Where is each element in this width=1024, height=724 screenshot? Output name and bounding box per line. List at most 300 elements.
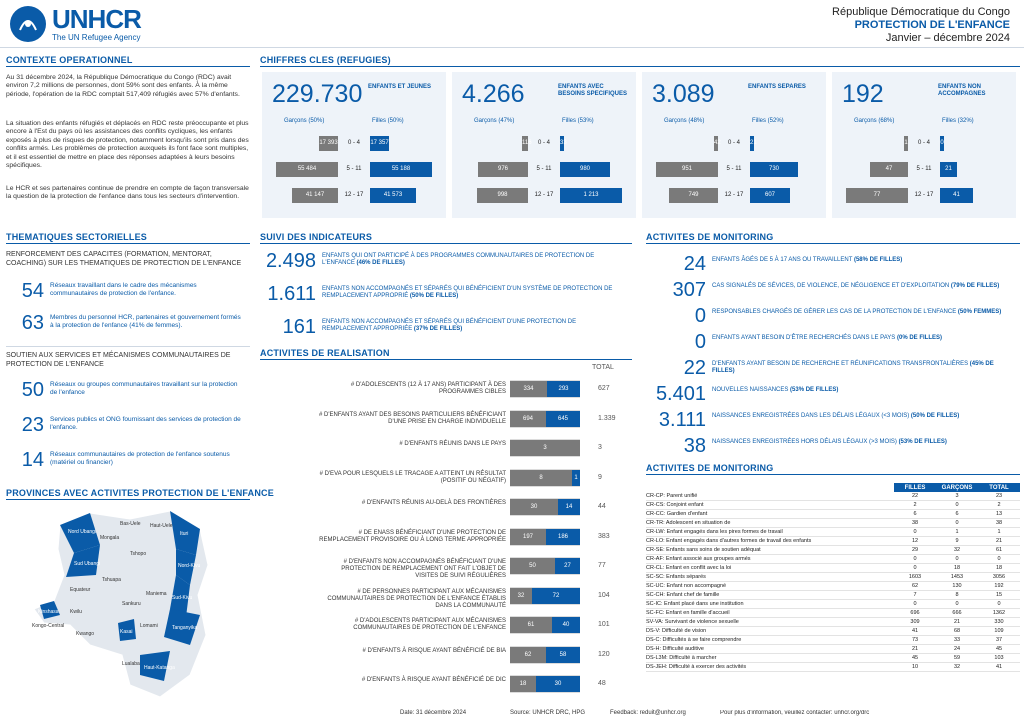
age-group: 0 - 4 [727,140,740,146]
table-cell: 24 [936,645,978,654]
table-row-label: DS-L3M: Difficulté à marcher [646,654,894,663]
map-label: Kongo-Central [32,623,65,629]
map-label: Tshopo [130,551,147,557]
activity-bar-a: 18 [510,676,536,692]
theme-text: Réseaux communautaires de protection de l'enfance soutenus (matériel ou financier) [50,451,230,466]
kpi-number: 3.089 [652,80,715,108]
table-cell: 38 [978,519,1020,528]
activity-total: 101 [598,621,610,628]
kpi-girls-label: Filles (53%) [562,118,594,124]
activities-title: ACTIVITES DE REALISATION [260,348,390,358]
table-cell: 192 [978,582,1020,591]
provinces-title: PROVINCES AVEC ACTIVITES PROTECTION DE L'ENFANCE [6,488,274,498]
map-label: Mongala [100,535,120,541]
table-cell: 2 [894,501,936,510]
activity-label: # D'ENFANTS NON ACCOMPAGNÉS BÉNÉFICIANT D'UNE PROTECTION DE REMPLACEMENT ONT FAIT L'OBJET DE VISITES DE SUIVI RÉGULIÈRES [341,559,506,579]
table-cell: 68 [936,627,978,636]
table-row [646,546,1020,555]
activity-bar-a: 3 [510,440,580,456]
map-label: Kinshasa [38,609,59,615]
monitoring-number: 0 [694,305,706,327]
bar-boys: 749 [669,188,718,203]
monitoring2-title: ACTIVITES DE MONITORING [646,463,774,473]
table-row-label: DS-H: Difficulté auditive [646,645,894,654]
table-cell: 0 [894,564,936,573]
activity-bar-b: 186 [546,529,580,545]
themes-sub2: SOUTIEN AUX SERVICES ET MÉCANISMES COMMUNAUTAIRES DE PROTECTION DE L'ENFANCE [6,352,231,368]
kpi-label: ENFANTS NON ACCOMPAGNES [938,84,986,97]
activity-total: 44 [598,503,606,510]
activity-total: 48 [598,680,606,687]
activity-bar-b: 30 [536,676,580,692]
table-row-label: CR-CP: Parent unifié [646,492,894,501]
table-cell: 6 [936,510,978,519]
table-row-label: SC-UC: Enfant non accompagné [646,582,894,591]
age-group: 0 - 4 [347,140,360,146]
kpi-girls-label: Filles (52%) [752,118,784,124]
theme-number: 50 [21,379,44,401]
kpi-label: ENFANTS ET JEUNES [368,84,432,90]
table-cell: 103 [978,654,1020,663]
activity-bar-a: 197 [510,529,546,545]
theme-text: Membres du personnel HCR, partenaires et gouvernement formés à la protection de l'enfance (41% de femmes). [50,314,241,329]
activity-bar-b: 72 [532,588,580,604]
activity-label: # D'ADOLESCENTS PARTICIPANT AUX MÉCANISMES COMMUNAUTAIRES DE PROTECTION DE L'ENFANCE [353,618,506,631]
monitoring-text [712,387,1018,394]
bar-girls: 980 [560,162,610,177]
table-cell: 0 [936,600,978,609]
activity-bar-a: 62 [510,647,546,663]
map-label: Equateur [70,587,91,593]
bar-boys: 951 [656,162,718,177]
footer-source: Source: UNHCR DRC, HPG [510,710,586,716]
table-corner [646,483,894,492]
bar-boys: 976 [478,162,528,177]
activity-bar-b: 27 [555,558,580,574]
table-cell: 666 [936,609,978,618]
table-header-row [646,483,1020,492]
table-row [646,654,1020,663]
age-group: 5 - 11 [726,166,742,172]
table-cell: 12 [894,537,936,546]
activity-total: 3 [598,444,602,451]
table-cell: 62 [894,582,936,591]
table-row [646,645,1020,654]
theme-number: 54 [21,280,44,302]
activity-total: 77 [598,562,606,569]
table-row [646,519,1020,528]
kpi-number: 229.730 [272,80,363,108]
indicator-label: ENFANTS QUI ONT PARTICIPÉ À DES PROGRAMMES COMMUNAUTAIRES DE PROTECTION DE L'ENFANCE [322,253,595,266]
table-cell: 9 [936,537,978,546]
table-cell: 21 [894,645,936,654]
kpi-boys-label: Garçons (68%) [854,118,895,124]
activity-bar-a: 334 [510,381,547,397]
table-row [646,591,1020,600]
table-cell: 3 [936,492,978,501]
bar-boys: 17 393 [319,136,338,151]
map-label: Tshuapa [102,577,121,583]
table-row [646,609,1020,618]
map-label: Kwilu [70,609,82,615]
age-group: 0 - 4 [537,140,550,146]
activity-bar-b: 1 [572,470,580,486]
table-row-label: DS-V: Difficulté de vision [646,627,894,636]
theme-text: Réseaux travaillant dans le cadre des mécanismes communautaires de protection de l'enfance. [50,282,197,297]
monitoring-percent: (45% DE FILLES) [712,361,994,374]
activity-total: 627 [598,385,610,392]
activity-bar-a: 61 [510,617,552,633]
kpi-label: ENFANTS AVEC BESOINS SPECIFIQUES [558,84,628,97]
indicator-number: 2.498 [265,250,316,272]
indicator-label: ENFANTS NON ACCOMPAGNÉS ET SÉPARÉS QUI BÉNÉFICIENT D'UN SYSTÈME DE PROTECTION DE REMPLACEMENT APPROPRIÉ [322,286,613,299]
map-label: Sankuru [122,601,141,607]
bar-boys: 77 [846,188,908,203]
activity-total: 104 [598,591,610,599]
age-group: 5 - 11 [916,166,932,172]
themes-title: THEMATIQUES SECTORIELLES [6,232,147,242]
indicators-title: SUIVI DES INDICATEURS [260,232,373,242]
provinces-map [30,505,230,705]
table-row [646,528,1020,537]
table-cell: 32 [936,663,978,672]
footer-contact: Pour plus d'information, veuillez contacter: unhcr.org/drc [720,710,870,716]
kpi-boys-label: Garçons (47%) [474,118,515,124]
unhcr-emblem-icon [10,6,46,42]
monitoring-label: NAISSANCES ENREGISTRÉES DANS LES DÉLAIS LÉGAUX (<3 MOIS) [712,413,910,419]
bar-girls: 41 573 [370,188,416,203]
map-label: Maniema [146,591,167,597]
activity-bar-b: 293 [547,381,580,397]
monitoring-number: 24 [683,253,706,275]
page-title: PROTECTION DE L'ENFANCE [854,19,1010,31]
monitoring-text [712,335,1018,342]
header [0,0,1024,48]
context-p3: Le HCR et ses partenaires continue de prendre en compte de façon transversale la question de la protection de l'enfance dans tous les secteurs d'intervention. [6,185,249,201]
age-group: 0 - 4 [917,140,930,146]
activity-label: # D'EVA POUR LESQUELS LE TRACAGE A ATTEINT UN RÉSULTAT (POSITIF OU NÉGATIF) [319,470,506,484]
indicator-text [322,319,622,333]
table-row [646,582,1020,591]
table-row [646,555,1020,564]
theme-text: Réseaux ou groupes communautaires travaillant sur la protection de l'enfance [50,381,238,396]
map-label: Haut-Katanga [144,665,175,671]
indicator-text [322,286,622,300]
kpi-label: ENFANTS SEPARES [748,84,806,90]
monitoring-label: ENFANTS AYANT BESOIN D'ÊTRE RECHERCHÉS DANS LE PAYS [712,335,896,341]
map-label: Ituri [180,531,189,537]
table-cell: 18 [936,564,978,573]
monitoring-number: 5.401 [655,383,706,405]
map-label: Lualaba [122,661,140,667]
table-row-label: DS-JEH: Difficulté à exercer des activités [646,663,894,672]
key-figures-title: CHIFFRES CLES (REFUGIES) [260,55,391,65]
monitoring-number: 0 [694,331,706,353]
activity-total: 1.339 [598,414,616,422]
map-label: Nord-Kivu [178,563,201,569]
context-title: CONTEXTE OPERATIONNEL [6,55,133,65]
header-titles [832,6,1010,45]
map-label: Sud Ubangi [74,561,101,567]
col-filles: FILLES [894,483,936,492]
table-cell: 1453 [936,573,978,582]
table-cell: 0 [978,555,1020,564]
age-group: 12 - 17 [534,192,554,198]
activity-bar-b: 14 [558,499,580,515]
table-row [646,501,1020,510]
monitoring-text [712,309,1018,316]
table-cell: 1 [978,528,1020,537]
table-row-label: CR-LW: Enfant engagés dans les pires formes de travail [646,528,894,537]
table-row-label: CR-LO: Enfant engagés dans d'autres formes de travail des enfants [646,537,894,546]
age-group: 12 - 17 [344,192,364,198]
bar-boys: 47 [870,162,908,177]
table-cell: 309 [894,618,936,627]
table-cell: 7 [894,591,936,600]
table-row [646,492,1020,501]
table-cell: 130 [936,582,978,591]
age-group: 12 - 17 [914,192,934,198]
table-cell: 0 [978,600,1020,609]
map-label: Kwango [76,631,95,637]
bar-boys: 55 484 [276,162,338,177]
table-row [646,627,1020,636]
table-cell: 0 [936,519,978,528]
table-cell: 38 [894,519,936,528]
context-p2: La situation des enfants réfugiés et déplacés en RDC reste préoccupante et plus encore à l'Est du pays où les assistances des conflits cycliques, les enfants exposés à plus de risques de protection, notamment lorsqu'ils sont pris dans des conflits armés. Les problèmes de protection auxquels ils font face sont multiples, et il est essentiel de mettre en place des réponses adaptées à leurs besoins spécifiques. [6,120,249,170]
table-row-label: CR-SE: Enfants sans soins de soutien adéquat [646,546,894,555]
monitoring-percent: (0% DE FILLES) [896,335,942,341]
table-row-label: DS-C: Difficultés à se faire comprendre [646,636,894,645]
table-row [646,510,1020,519]
monitoring-percent: (50% DE FILLES) [910,413,960,419]
activity-bar-a: 30 [510,499,558,515]
monitoring-label: NAISSANCES ENREGISTRÉES HORS DÉLAIS LÉGAUX (>3 MOIS) [712,439,897,445]
map-label: Haut-Uele [150,523,173,529]
indicator-percent: (37% DE FILLES) [413,326,463,332]
divider [646,474,1020,475]
table-row-label: CR-CL: Enfant en conflit avec la loi [646,564,894,573]
table-cell: 23 [978,492,1020,501]
activity-bar-a: 8 [510,470,572,486]
table-cell: 15 [978,591,1020,600]
divider [260,359,632,360]
theme-number: 23 [21,414,44,436]
table-cell: 29 [894,546,936,555]
monitoring-text [712,257,1018,264]
monitoring-text [712,283,1018,290]
indicator-label: ENFANTS NON ACCOMPAGNÉS ET SÉPARÉS QUI BÉNÉFICIENT D'UNE PROTECTION DE REMPLACEMENT APPROPRIÉE [322,319,577,332]
table-cell: 1362 [978,609,1020,618]
table-row [646,537,1020,546]
bar-girls: 21 [940,162,957,177]
table-row-label: SC-IC: Enfant placé dans une institution [646,600,894,609]
table-row [646,663,1020,672]
monitoring-percent: (53% DE FILLES) [790,387,839,393]
bar-girls: 21 [750,136,754,151]
table-cell: 330 [978,618,1020,627]
table-cell: 696 [894,609,936,618]
map-label: Lomami [140,623,158,629]
activity-label: # DE PERSONNES PARTICIPANT AUX MÉCANISMES COMMUNAUTAIRES DE PROTECTION DE L'ENFANCE ÉTABLIS DANS LA COMMUNAUTÉ [327,588,506,609]
unhcr-logo [10,6,170,42]
monitoring-table [646,483,1020,672]
activity-total: 383 [598,532,610,540]
activity-bar-b: 40 [552,617,580,633]
table-cell: 41 [894,627,936,636]
age-group: 5 - 11 [536,166,552,172]
bar-girls: 33 [560,136,564,151]
table-cell: 21 [978,537,1020,546]
activity-label: # D'ENFANTS RÉUNIS DANS LE PAYS [399,441,506,447]
indicator-number: 1.611 [267,283,316,305]
kpi-card [642,72,826,218]
divider [6,66,250,67]
monitoring-text [712,413,1018,420]
activity-label: # DE ENASS BÉNÉFICIANT D'UNE PROTECTION DE REMPLACEMENT PROVISOIRE OU À LONG TERME APPROPRIÉE [319,529,506,543]
table-cell: 73 [894,636,936,645]
theme-text: Services publics et ONG fournissant des services de protection de l'enfance. [50,416,241,431]
table-row [646,564,1020,573]
table-row-label: CR-CC: Gardien d'enfant [646,510,894,519]
context-p1: Au 31 décembre 2024, la République Démocratique du Congo (RDC) avait environ 7,2 millions de personnes, dont 59% sont des enfants. À la même période, l'opération de la RDC comptait 517,409 réfugiés avec 57% d'enfants. [6,74,240,98]
monitoring-title: ACTIVITES DE MONITORING [646,232,774,242]
col-total: TOTAL [978,483,1020,492]
table-row-label: CR-CS: Conjoint enfant [646,501,894,510]
table-cell: 0 [936,555,978,564]
table-cell: 109 [978,627,1020,636]
brand-tagline: The UN Refugee Agency [52,33,141,42]
col-garcons: GARÇONS [936,483,978,492]
table-cell: 6 [894,510,936,519]
kpi-card [452,72,636,218]
table-row-label: CR-TR: Adolescent en situation de [646,519,894,528]
table-cell: 0 [894,528,936,537]
table-cell: 10 [894,663,936,672]
bar-girls: 0 [940,136,944,151]
brand-name: UNHCR [52,4,141,34]
table-cell: 21 [936,618,978,627]
table-row-label: SC-CH: Enfant chef de famille [646,591,894,600]
map-label: Nord Ubangi [68,529,97,535]
monitoring-label: NOUVELLES NAISSANCES [712,387,789,393]
bar-girls: 17 357 [370,136,389,151]
kpi-girls-label: Filles (32%) [942,118,974,124]
table-row-label: SV-VA: Survivant de violence sexuelle [646,618,894,627]
table-cell: 1603 [894,573,936,582]
table-cell: 59 [936,654,978,663]
indicator-percent: (46% DE FILLES) [356,260,405,266]
bar-boys: 116 [522,136,528,151]
activity-label: # D'ADOLESCENTS (12 À 17 ANS) PARTICIPANT À DES PROGRAMMES CIBLES [350,382,506,395]
bar-girls: 1 213 [560,188,622,203]
activity-bar-a: 32 [510,588,532,604]
kpi-number: 4.266 [462,80,525,108]
monitoring-text [712,439,1018,446]
table-cell: 45 [978,645,1020,654]
bar-girls: 55 188 [370,162,432,177]
kpi-card [262,72,446,218]
monitoring-label: CAS SIGNALÉS DE SÉVICES, DE VIOLENCE, DE NÉGLIGENCE ET D'EXPLOITATION [712,283,950,289]
activity-label: # D'ENFANTS À RISQUE AYANT BÉNÉFICIÉ DE DIC [361,677,506,683]
map-label: Kasai [120,629,133,635]
kpi-number: 192 [842,80,884,108]
map-label: Bas-Uele [120,521,141,527]
bar-girls: 41 [940,188,973,203]
table-row [646,618,1020,627]
table-cell: 32 [936,546,978,555]
table-cell: 13 [978,510,1020,519]
age-group: 12 - 17 [724,192,744,198]
kpi-card [832,72,1016,218]
divider [6,243,250,244]
table-row [646,636,1020,645]
table-cell: 3056 [978,573,1020,582]
monitoring-percent: (50% FEMMES) [957,309,1002,315]
country: République Démocratique du Congo [832,6,1010,18]
table-cell: 2 [978,501,1020,510]
activity-bar-a: 694 [510,411,546,427]
monitoring-number: 22 [683,357,706,379]
bar-boys: 998 [477,188,528,203]
footer-date: Date: 31 décembre 2024 [400,710,467,716]
divider [6,499,250,500]
table-cell: 45 [894,654,936,663]
table-cell: 18 [978,564,1020,573]
bar-boys: 1 [904,136,908,151]
monitoring-label: RESPONSABLES CHARGÉS DE GÉRER LES CAS DE LA PROTECTION DE L'ENFANCE [712,309,957,315]
monitoring-label: D'ENFANTS AYANT BESOIN DE RECHERCHE ET RÉUNIFICATIONS TRANSFRONTALIÈRES [712,361,969,367]
activity-label: # D'ENFANTS AYANT DES BESOINS PARTICULIERS BÉNÉFICIANT D'UNE PRISE EN CHARGE INDIVIDUELLE [319,411,506,425]
table-cell: 22 [894,492,936,501]
bar-girls: 730 [750,162,798,177]
activity-total: 9 [598,473,602,481]
divider [260,243,632,244]
monitoring-label: ENFANTS ÂGÉS DE 5 À 17 ANS OU TRAVAILLENT [712,257,853,263]
indicator-number: 161 [282,316,316,338]
table-row [646,573,1020,582]
bar-boys: 42 [714,136,718,151]
table-cell: 0 [894,600,936,609]
bar-boys: 41 147 [292,188,338,203]
table-cell: 61 [978,546,1020,555]
table-row-label: CR-AF: Enfant associé aux groupes armés [646,555,894,564]
table-cell: 0 [894,555,936,564]
total-label: TOTAL [592,364,614,371]
monitoring-number: 3.111 [658,409,706,431]
monitoring-number: 307 [672,279,706,301]
indicator-percent: (50% DE FILLES) [409,293,459,299]
kpi-boys-label: Garçons (50%) [284,118,325,124]
activity-bar-b: 58 [546,647,580,663]
table-cell: 37 [978,636,1020,645]
footer-feedback: Feedback: reduit@unhcr.org [610,710,686,716]
monitoring-number: 38 [683,435,706,457]
theme-number: 63 [21,312,44,334]
monitoring-percent: (58% DE FILLES) [853,257,903,263]
monitoring-text [712,361,1018,375]
map-label: Tanganyika [172,625,198,631]
activity-bar-a: 50 [510,558,555,574]
divider [260,66,1020,67]
table-cell: 8 [936,591,978,600]
theme-number: 14 [21,449,44,471]
bar-girls: 607 [750,188,790,203]
monitoring-percent: (79% DE FILLES) [950,283,1000,289]
divider [646,243,1020,244]
table-row-label: SC-SC: Enfants séparés [646,573,894,582]
table-cell: 0 [936,501,978,510]
